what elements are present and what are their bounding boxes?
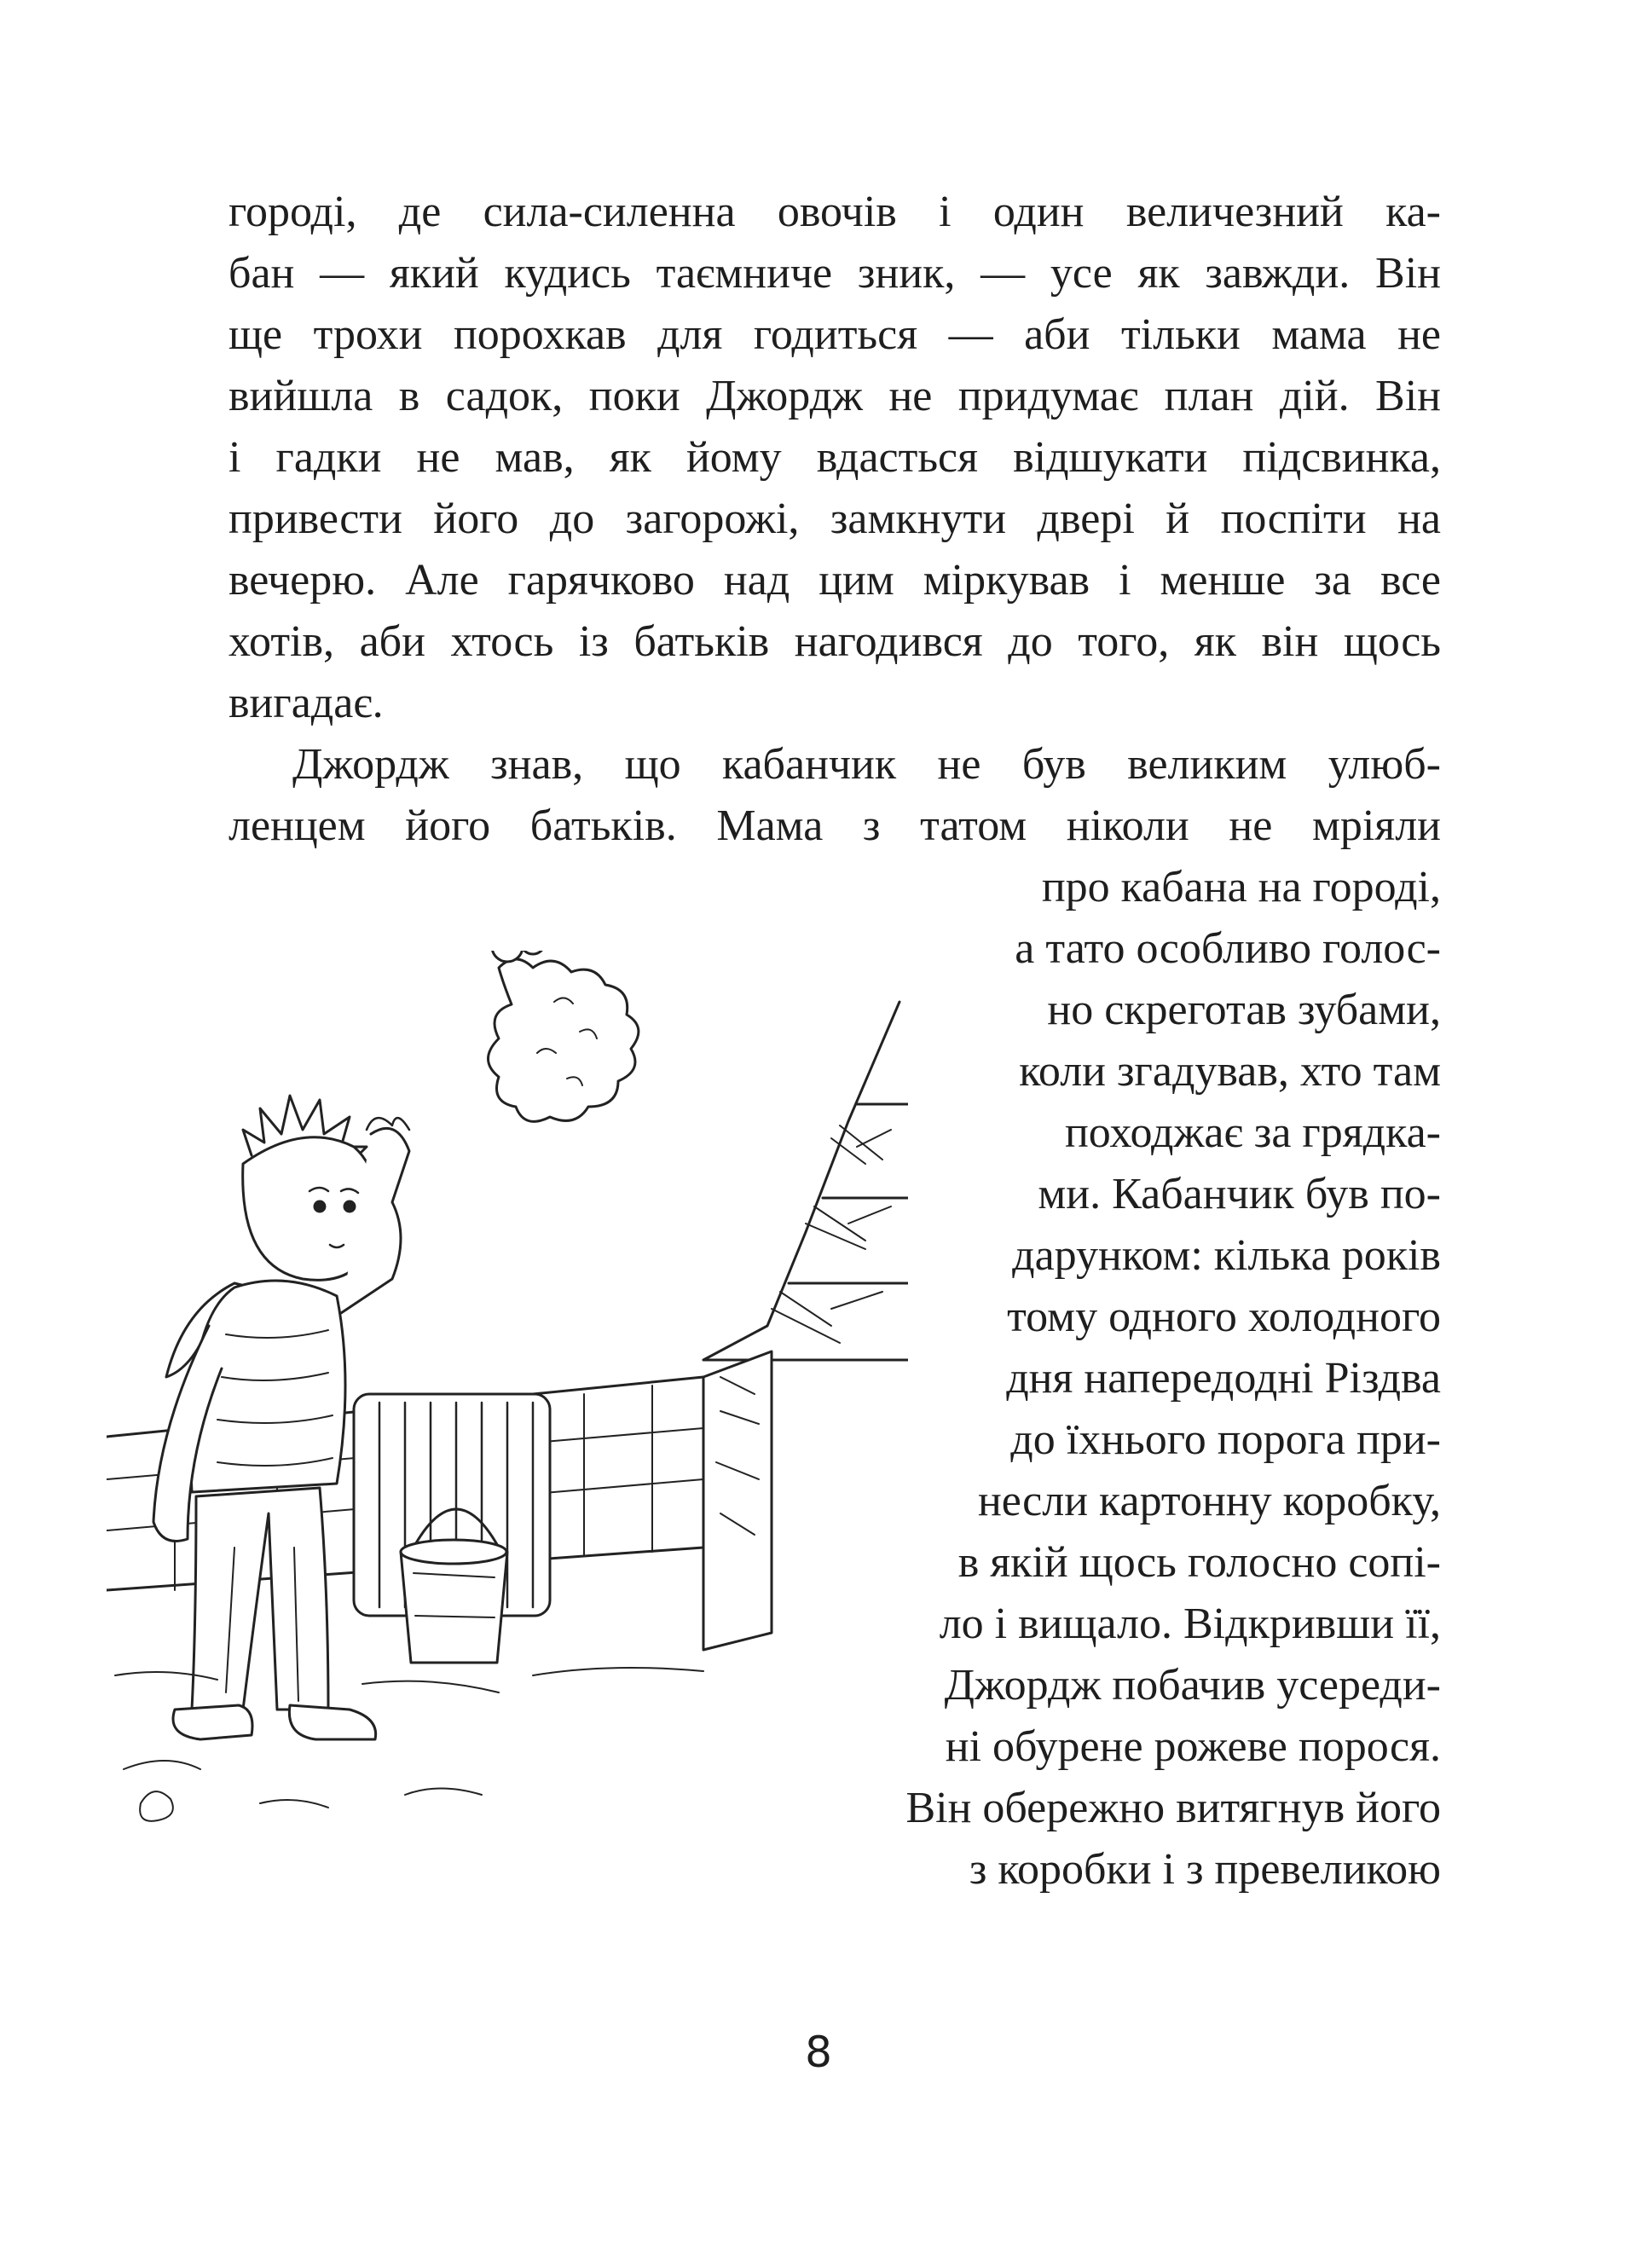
text-line-16: походжає за грядка- bbox=[1064, 1108, 1441, 1157]
house-roof bbox=[703, 1002, 908, 1360]
text-line-1: городі, де сила-силенна овочів і один величезний ка- bbox=[228, 188, 1441, 236]
text-line-27: Він обережно витягнув його bbox=[905, 1784, 1441, 1832]
text-line-28: з коробки і з превеликою bbox=[969, 1845, 1441, 1894]
boy-illustration bbox=[107, 951, 908, 1872]
text-line-13: а тато особливо голос- bbox=[1015, 924, 1441, 973]
text-line-24: ло і вищало. Відкривши її, bbox=[939, 1600, 1441, 1648]
text-line-25: Джордж побачив усереди- bbox=[944, 1661, 1441, 1710]
text-line-17: ми. Кабанчик був по- bbox=[1038, 1170, 1441, 1218]
text-line-11: ленцем його батьків. Мама з татом ніколи не мріяли bbox=[228, 801, 1441, 850]
text-line-15: коли згадував, хто там bbox=[1019, 1047, 1441, 1096]
text-line-2: бан — який кудись таємниче зник, — усе як завжди. Він bbox=[228, 249, 1441, 298]
text-line-8: хотів, аби хтось із батьків нагодився до того, як він щось bbox=[228, 617, 1441, 666]
text-line-22: несли картонну коробку, bbox=[977, 1477, 1441, 1525]
text-line-5: і гадки не мав, як йому вдасться відшукати підсвинка, bbox=[228, 433, 1441, 482]
text-line-14: но скреготав зубами, bbox=[1047, 986, 1441, 1034]
text-line-10: Джордж знав, що кабанчик не був великим улюб- bbox=[292, 740, 1441, 789]
text-line-4: вийшла в садок, поки Джордж не придумає план дій. Він bbox=[228, 372, 1441, 420]
smoke-cloud bbox=[489, 951, 639, 1121]
text-line-9: вигадає. bbox=[228, 679, 384, 727]
text-line-7: вечерю. Але гарячково над цим міркував і менше за все bbox=[228, 556, 1441, 605]
text-line-20: дня напередодні Різдва bbox=[1006, 1354, 1441, 1403]
text-line-21: до їхнього порога при- bbox=[1010, 1415, 1441, 1464]
text-line-18: дарунком: кілька років bbox=[1012, 1231, 1441, 1280]
text-line-26: ні обурене рожеве порося. bbox=[945, 1722, 1441, 1771]
text-line-3: ще трохи порохкав для годиться — аби тільки мама не bbox=[228, 310, 1441, 359]
text-line-19: тому одного холодного bbox=[1007, 1293, 1441, 1341]
text-line-12: про кабана на городі, bbox=[1041, 863, 1441, 911]
text-line-6: привести його до загорожі, замкнути двері й поспіти на bbox=[228, 495, 1441, 543]
text-line-23: в якій щось голосно сопі- bbox=[957, 1538, 1441, 1587]
page-number: 8 bbox=[805, 2028, 832, 2077]
